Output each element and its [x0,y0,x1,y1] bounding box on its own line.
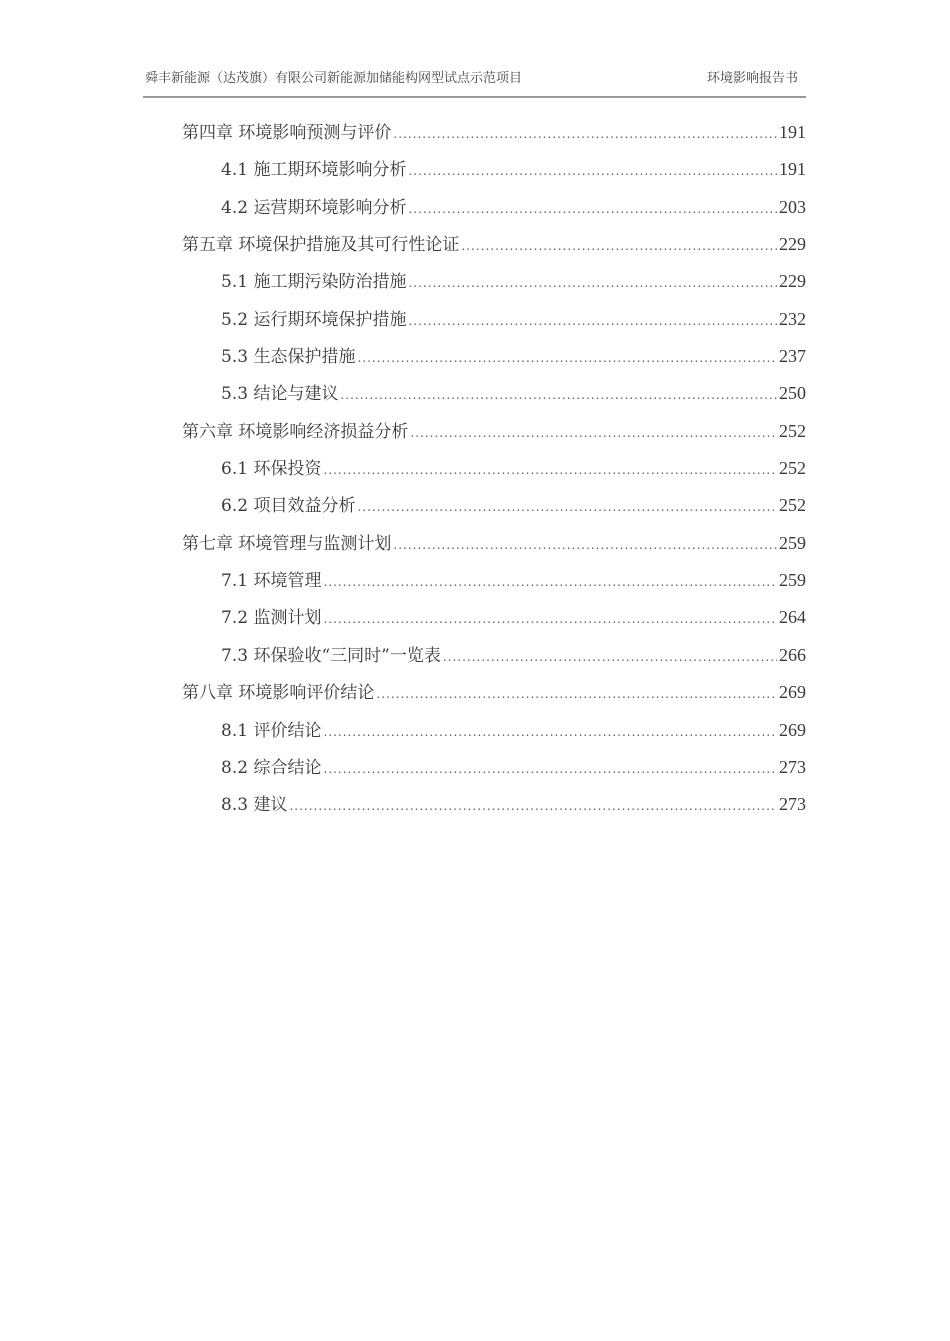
toc-chapter-entry[interactable] [182,525,806,562]
toc-page-number: 269 [779,719,806,740]
toc-chapter-entry[interactable] [182,413,806,450]
toc-page-number: 191 [779,159,806,180]
toc-entry-title: 第八章 环境影响评价结论 [182,683,375,704]
toc-section-entry[interactable] [182,189,806,226]
toc-section-entry[interactable] [182,151,806,188]
toc-leader-dots [393,116,777,153]
toc-leader-dots [408,153,777,190]
toc-chapter-entry[interactable] [182,674,806,711]
toc-section-entry[interactable] [182,301,806,338]
toc-entry-title: 7.1 环境管理 [221,571,322,592]
toc-page-number: 191 [779,122,806,142]
toc-leader-dots [340,377,777,414]
toc-leader-dots [289,788,777,825]
toc-leader-dots [408,191,777,228]
toc-page-number: 259 [779,532,806,553]
toc-leader-dots [461,228,777,265]
header-divider [143,96,806,98]
toc-entry-title: 7.3 环保验收“三同时”一览表 [221,645,441,666]
toc-page-number: 269 [779,682,806,703]
toc-entry-title: 8.3 建议 [221,795,288,816]
toc-section-entry[interactable] [182,263,806,300]
toc-page-number: 273 [779,794,806,815]
toc-leader-dots [408,265,777,302]
table-of-contents [182,114,806,824]
toc-entry-title: 第五章 环境保护措施及其可行性论证 [182,235,460,256]
toc-page-number: 229 [779,271,806,292]
toc-section-entry[interactable] [182,562,806,599]
toc-leader-dots [323,751,777,788]
toc-page-number: 252 [779,420,806,441]
toc-leader-dots [376,676,777,713]
toc-section-entry[interactable] [182,749,806,786]
toc-leader-dots [393,527,777,564]
toc-page-number: 264 [779,607,806,628]
toc-entry-title: 5.2 运行期环境保护措施 [221,309,407,330]
toc-chapter-entry[interactable] [182,114,806,151]
toc-leader-dots [323,714,777,751]
toc-section-entry[interactable] [182,487,806,524]
toc-section-entry[interactable] [182,338,806,375]
toc-leader-dots [357,340,777,377]
toc-page-number: 252 [779,495,806,516]
toc-section-entry[interactable] [182,599,806,636]
toc-page-number: 266 [779,644,806,665]
toc-page-number: 229 [779,234,806,255]
toc-entry-title: 8.1 评价结论 [221,720,322,741]
document-type: 环境影响报告书 [706,71,798,86]
toc-entry-title: 5.3 生态保护措施 [221,347,356,368]
toc-page-number: 250 [779,383,806,404]
page-header [143,64,806,88]
toc-leader-dots [357,489,777,526]
toc-section-entry[interactable] [182,450,806,487]
toc-entry-title: 5.3 结论与建议 [221,384,339,405]
toc-section-entry[interactable] [182,375,806,412]
toc-leader-dots [408,303,777,340]
toc-entry-title: 第七章 环境管理与监测计划 [182,533,392,554]
toc-leader-dots [323,601,777,638]
project-title: 舜丰新能源（达茂旗）有限公司新能源加储能构网型试点示范项目 [145,71,523,86]
toc-page-number: 259 [779,570,806,591]
toc-entry-title: 4.2 运营期环境影响分析 [221,197,407,218]
toc-chapter-entry[interactable] [182,226,806,263]
toc-page-number: 232 [779,308,806,329]
toc-page-number: 252 [779,458,806,479]
toc-section-entry[interactable] [182,786,806,823]
toc-entry-title: 4.1 施工期环境影响分析 [221,160,407,181]
toc-entry-title: 第四章 环境影响预测与评价 [182,123,392,143]
toc-entry-title: 6.1 环保投资 [221,459,322,480]
toc-entry-title: 8.2 综合结论 [221,757,322,778]
toc-section-entry[interactable] [182,637,806,674]
toc-section-entry[interactable] [182,712,806,749]
toc-page-number: 273 [779,756,806,777]
toc-page-number: 237 [779,346,806,367]
toc-entry-title: 第六章 环境影响经济损益分析 [182,421,409,442]
toc-leader-dots [443,639,777,676]
toc-leader-dots [323,452,777,489]
toc-entry-title: 7.2 监测计划 [221,608,322,629]
toc-page-number: 203 [779,196,806,217]
toc-entry-title: 5.1 施工期污染防治措施 [221,272,407,293]
toc-entry-title: 6.2 项目效益分析 [221,496,356,517]
toc-leader-dots [323,564,777,601]
toc-leader-dots [410,415,777,452]
